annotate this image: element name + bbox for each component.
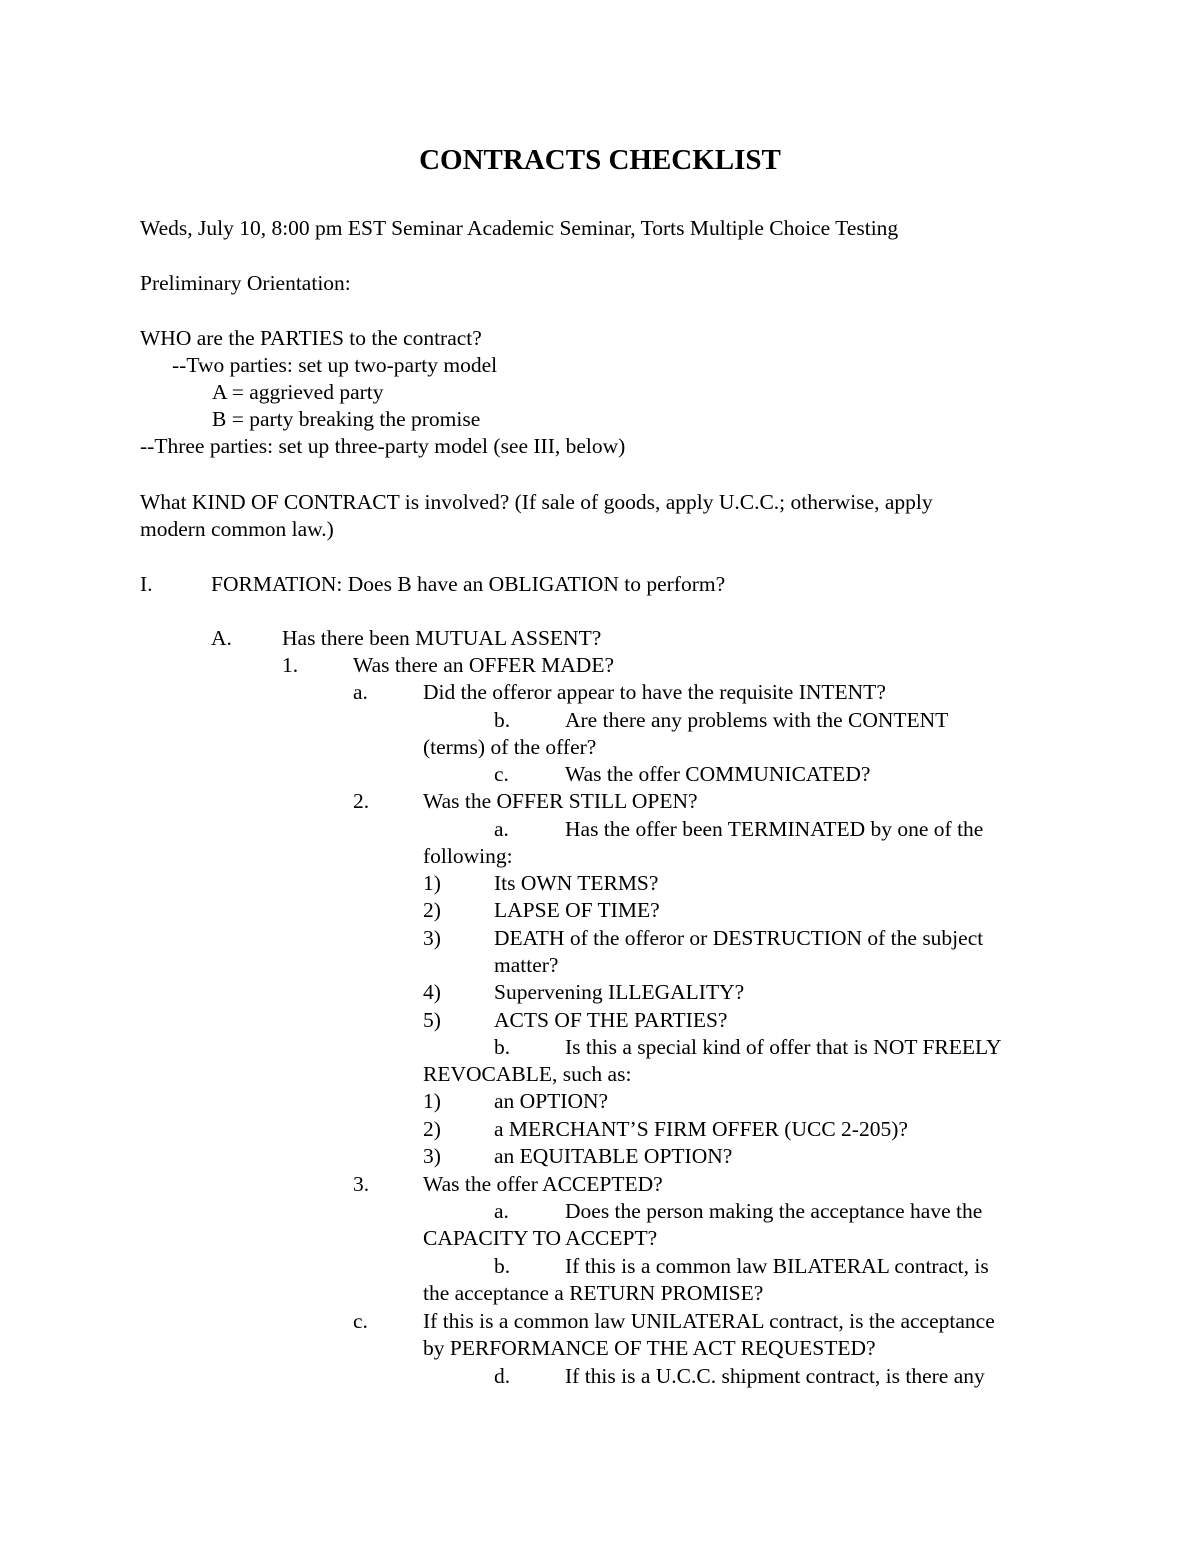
list-item-number: 1) [423, 1089, 441, 1113]
item-3b-text: If this is a common law BILATERAL contract, is [565, 1254, 989, 1278]
item-3c-text: If this is a common law UNILATERAL contract, is the acceptance [423, 1309, 995, 1333]
list-item-text: Its OWN TERMS? [494, 871, 659, 895]
parties-question: WHO are the PARTIES to the contract? [140, 326, 482, 350]
section-a-label: A. [211, 626, 232, 650]
item-2b-label: b. [494, 1035, 511, 1059]
item-1-text: Was there an OFFER MADE? [353, 653, 615, 677]
list-item-number: 3) [423, 1144, 441, 1168]
item-2-text: Was the OFFER STILL OPEN? [423, 789, 698, 813]
section-a-text: Has there been MUTUAL ASSENT? [282, 626, 602, 650]
item-1b-continuation: (terms) of the offer? [423, 735, 597, 759]
item-3b-label: b. [494, 1254, 511, 1278]
item-1c-label: c. [494, 762, 509, 786]
document-title: CONTRACTS CHECKLIST [419, 144, 781, 176]
item-1b-text: Are there any problems with the CONTENT [565, 708, 949, 732]
list-item-text: an EQUITABLE OPTION? [494, 1144, 733, 1168]
item-3b-continuation: the acceptance a RETURN PROMISE? [423, 1281, 764, 1305]
section-i-text: FORMATION: Does B have an OBLIGATION to perform? [211, 572, 726, 596]
item-2a-continuation: following: [423, 844, 513, 868]
item-1a-label: a. [353, 680, 368, 704]
item-3-text: Was the offer ACCEPTED? [423, 1172, 663, 1196]
list-item-text: LAPSE OF TIME? [494, 898, 660, 922]
two-parties-line: --Two parties: set up two-party model [172, 353, 498, 377]
list-item-number: 4) [423, 980, 441, 1004]
item-1c-text: Was the offer COMMUNICATED? [565, 762, 871, 786]
list-item-text: a MERCHANT’S FIRM OFFER (UCC 2-205)? [494, 1117, 908, 1141]
item-3a-continuation: CAPACITY TO ACCEPT? [423, 1226, 658, 1250]
item-2-number: 2. [353, 789, 370, 813]
prelim-heading: Preliminary Orientation: [140, 271, 351, 295]
item-3a-text: Does the person making the acceptance have the [565, 1199, 983, 1223]
item-2a-text: Has the offer been TERMINATED by one of the [565, 817, 984, 841]
item-3-number: 3. [353, 1172, 370, 1196]
list-item-number: 5) [423, 1008, 441, 1032]
item-1a-text: Did the offeror appear to have the requisite INTENT? [423, 680, 886, 704]
list-item-number: 3) [423, 926, 441, 950]
item-2b-continuation: REVOCABLE, such as: [423, 1062, 632, 1086]
list-item-number: 2) [423, 898, 441, 922]
kind-line-1: What KIND OF CONTRACT is involved? (If sale of goods, apply U.C.C.; otherwise, apply [140, 490, 933, 514]
item-3c-continuation: by PERFORMANCE OF THE ACT REQUESTED? [423, 1336, 876, 1360]
item-3c-label: c. [353, 1309, 368, 1333]
kind-line-2: modern common law.) [140, 517, 334, 541]
list-item-continuation: matter? [494, 953, 559, 977]
item-3d-label: d. [494, 1364, 511, 1388]
item-1-number: 1. [282, 653, 299, 677]
item-1b-label: b. [494, 708, 511, 732]
party-b-line: B = party breaking the promise [212, 407, 481, 431]
item-2a-label: a. [494, 817, 509, 841]
section-i-numeral: I. [140, 572, 153, 596]
item-3a-label: a. [494, 1199, 509, 1223]
list-item-text: ACTS OF THE PARTIES? [494, 1008, 728, 1032]
party-a-line: A = aggrieved party [212, 380, 384, 404]
list-item-number: 2) [423, 1117, 441, 1141]
item-2b-text: Is this a special kind of offer that is NOT FREELY [565, 1035, 1002, 1059]
list-item-text: DEATH of the offeror or DESTRUCTION of the subject [494, 926, 984, 950]
seminar-line: Weds, July 10, 8:00 pm EST Seminar Academic Seminar, Torts Multiple Choice Testing [140, 216, 899, 240]
item-3d-text: If this is a U.C.C. shipment contract, is there any [565, 1364, 985, 1388]
list-item-number: 1) [423, 871, 441, 895]
list-item-text: an OPTION? [494, 1089, 609, 1113]
list-item-text: Supervening ILLEGALITY? [494, 980, 745, 1004]
three-parties-line: --Three parties: set up three-party model (see III, below) [140, 434, 626, 458]
